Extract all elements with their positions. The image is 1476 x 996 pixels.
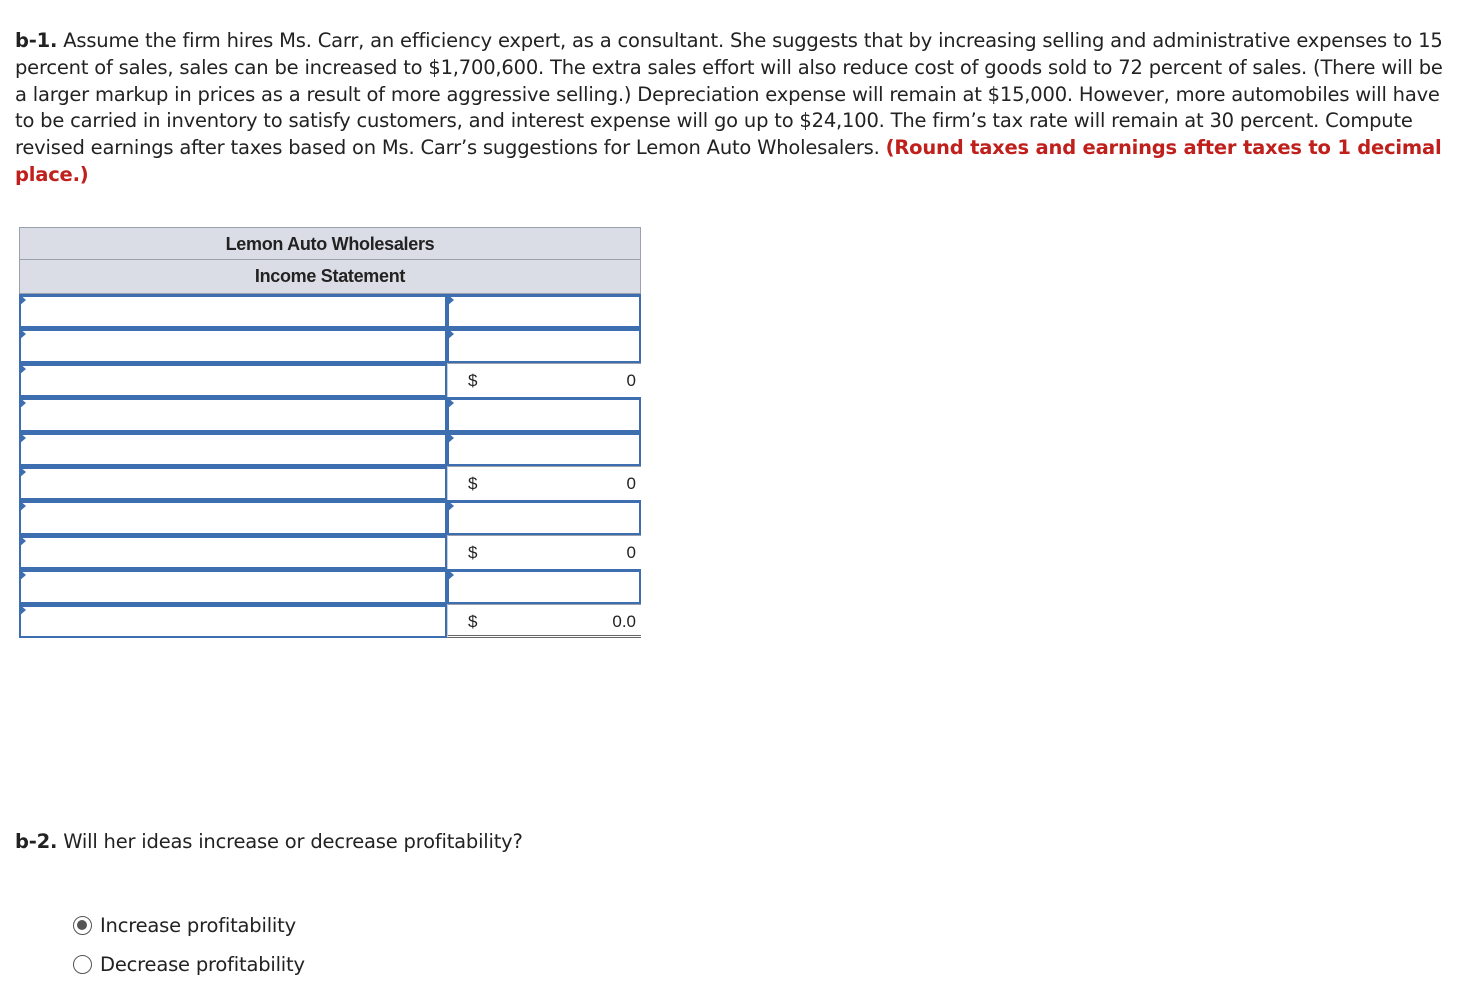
- calculated-subtotal: [447, 535, 641, 569]
- dollar-sign: $: [468, 611, 478, 631]
- amount-input[interactable]: [447, 397, 641, 431]
- statement-row: [19, 535, 641, 569]
- line-item-dropdown[interactable]: [19, 294, 447, 328]
- statement-row: [19, 569, 641, 603]
- statement-row: [19, 397, 641, 431]
- line-item-dropdown[interactable]: [19, 535, 447, 569]
- subtotal-value: 0: [626, 370, 636, 390]
- question-text: Assume the firm hires Ms. Carr, an efficiency expert, as a consultant. She suggests that by increasing selling and administrative expenses to 15 percent of sales, sales can be increased to $1,700,600. The extra sales effort will also reduce cost of goods sold to 72 percent of sales. (There will be a larger markup in prices as a result of more aggressive selling.) Depreciation expense will remain at $15,000. However, more automobiles will have to be carried in inventory to satisfy customers, and interest expense will go up to $24,100. The firm’s tax rate will remain at 30 percent. Compute revised earnings after taxes based on Ms. Carr’s suggestions for Lemon Auto Wholesalers.: [15, 29, 1443, 160]
- question-number: b-2.: [15, 830, 58, 853]
- statement-row: [19, 363, 641, 397]
- statement-row: [19, 328, 641, 362]
- subtotal-value: 0: [626, 473, 636, 493]
- amount-input[interactable]: [447, 294, 641, 328]
- company-name-header: Lemon Auto Wholesalers: [19, 227, 641, 260]
- statement-row: [19, 604, 641, 638]
- profitability-options: [73, 906, 305, 984]
- line-item-dropdown[interactable]: [19, 328, 447, 362]
- radio-button[interactable]: [73, 916, 92, 935]
- option-label: Increase profitability: [100, 914, 296, 937]
- rounding-hint: (Round taxes and earnings after taxes to 1 decimal place.): [15, 136, 1442, 186]
- dollar-sign: $: [468, 542, 478, 562]
- statement-row: [19, 432, 641, 466]
- dollar-sign: $: [468, 370, 478, 390]
- amount-input[interactable]: [447, 569, 641, 603]
- line-item-dropdown[interactable]: [19, 500, 447, 534]
- line-item-dropdown[interactable]: [19, 363, 447, 397]
- subtotal-value: 0.0: [612, 611, 636, 631]
- question-number: b-1.: [15, 29, 58, 52]
- line-item-dropdown[interactable]: [19, 397, 447, 431]
- statement-row: [19, 466, 641, 500]
- line-item-dropdown[interactable]: [19, 604, 447, 638]
- calculated-subtotal: [447, 363, 641, 397]
- question-b1: [15, 28, 1455, 189]
- dollar-sign: $: [468, 473, 478, 493]
- line-item-dropdown[interactable]: [19, 432, 447, 466]
- option-label: Decrease profitability: [100, 953, 305, 976]
- statement-rows: [19, 294, 641, 638]
- line-item-dropdown[interactable]: [19, 466, 447, 500]
- earnings-after-taxes-total: [447, 604, 641, 638]
- statement-title-header: Income Statement: [19, 260, 641, 294]
- statement-row: [19, 294, 641, 328]
- option-increase-profitability[interactable]: [73, 906, 305, 945]
- line-item-dropdown[interactable]: [19, 569, 447, 603]
- subtotal-value: 0: [626, 542, 636, 562]
- amount-input[interactable]: [447, 500, 641, 534]
- radio-button[interactable]: [73, 955, 92, 974]
- option-decrease-profitability[interactable]: [73, 945, 305, 984]
- question-text: Will her ideas increase or decrease profitability?: [57, 830, 523, 853]
- question-b2: [15, 830, 523, 853]
- amount-input[interactable]: [447, 432, 641, 466]
- amount-input[interactable]: [447, 328, 641, 362]
- calculated-subtotal: [447, 466, 641, 500]
- statement-row: [19, 500, 641, 534]
- income-statement-table: [19, 227, 641, 638]
